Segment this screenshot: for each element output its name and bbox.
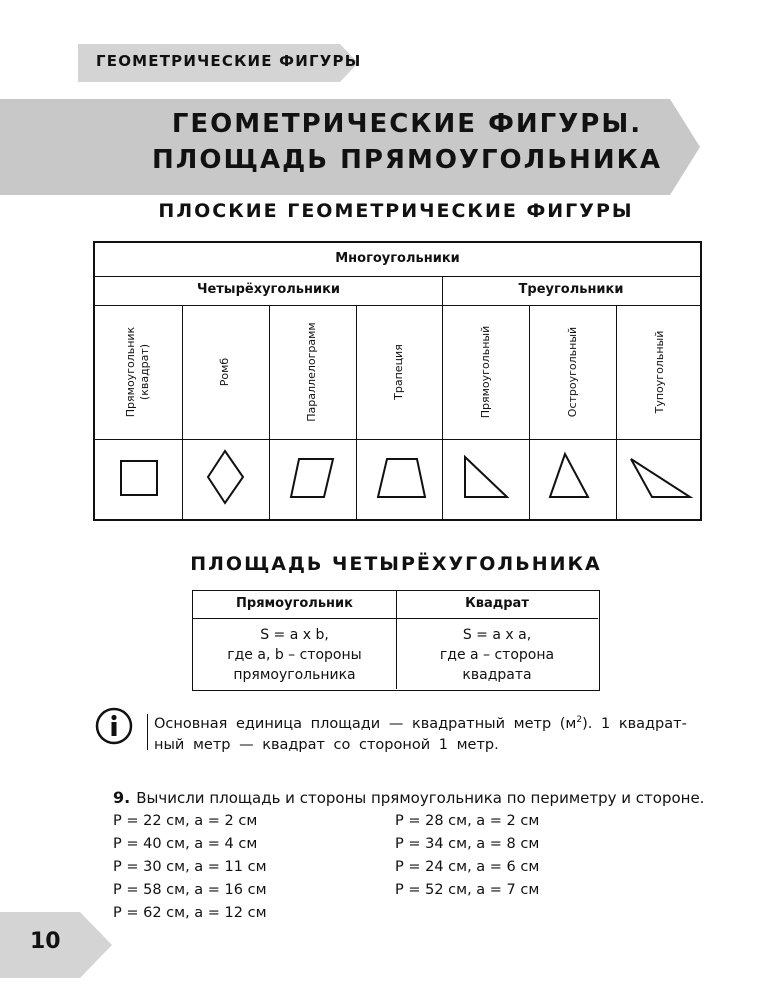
square-note-2: квадрата (462, 667, 532, 683)
exercise-item: P = 40 см, a = 4 см (113, 836, 258, 852)
rhombus-icon (208, 451, 243, 503)
exercise-number: 9. (113, 788, 131, 807)
column-label-trapezoid: Трапеция (392, 344, 405, 400)
rectangle-header: Прямоугольник (236, 596, 353, 611)
square-icon (121, 461, 157, 495)
page-title-line-1: ГЕОМЕТРИЧЕСКИЕ ФИГУРЫ. (171, 109, 643, 139)
info-line-2: ный метр — квадрат со стороной 1 метр. (154, 737, 499, 753)
flat-figures-heading: ПЛОСКИЕ ГЕОМЕТРИЧЕСКИЕ ФИГУРЫ (158, 200, 634, 222)
trapezoid-icon (378, 459, 425, 497)
area-heading: ПЛОЩАДЬ ЧЕТЫРЁХУГОЛЬНИКА (190, 553, 602, 575)
exercise-item: P = 22 см, a = 2 см (113, 813, 258, 829)
exercise-item: P = 62 см, a = 12 см (113, 905, 267, 921)
exercise-item: P = 52 см, a = 7 см (395, 882, 540, 898)
square-header: Квадрат (465, 596, 529, 611)
triangles-header: Треугольники (518, 282, 624, 297)
exercise-item: P = 58 см, a = 16 см (113, 882, 267, 898)
acute-triangle-icon (550, 454, 588, 497)
rectangle-formula: S = a x b, (260, 627, 329, 643)
exercise-heading (113, 788, 704, 807)
square-formula: S = a x a, (462, 627, 532, 643)
column-label-obtuse-triangle: Тупоугольный (653, 330, 666, 414)
exercise-item: P = 24 см, a = 6 см (395, 859, 540, 875)
info-line-1: Основная единица площади — квадратный метр $(м^2)$. 1 квадрат- (154, 715, 687, 732)
exercise-item: P = 30 см, a = 11 см (113, 859, 267, 875)
exercise-text: Вычисли площадь и стороны прямоугольника по периметру и стороне. (136, 789, 705, 807)
column-label-right-triangle: Прямоугольный (479, 325, 492, 419)
exercise-item: P = 28 см, a = 2 см (395, 813, 540, 829)
square-note-1: где a – сторона (439, 647, 555, 663)
column-label-acute-triangle: Остроугольный (566, 326, 579, 418)
page-title-line-2: ПЛОЩАДЬ ПРЯМОУГОЛЬНИКА (152, 145, 662, 175)
section-label: ГЕОМЕТРИЧЕСКИЕ ФИГУРЫ (96, 52, 362, 70)
right-triangle-icon (465, 457, 507, 497)
info-divider (147, 714, 148, 750)
column-label-rhombus: Ромб (218, 357, 231, 387)
page-number: 10 (30, 929, 61, 954)
parallelogram-icon (291, 459, 333, 497)
rectangle-note-2: прямоугольника (233, 667, 356, 683)
quadrilaterals-header: Четырёхугольники (196, 282, 341, 297)
column-label-parallelogram: Параллелограмм (305, 322, 318, 422)
polygons-header: Многоугольники (335, 251, 460, 266)
column-label-rectangle: Прямоугольник (квадрат) (124, 326, 151, 418)
info-icon (95, 707, 133, 745)
figures-table (93, 241, 702, 521)
obtuse-triangle-icon (631, 459, 690, 497)
rectangle-note-1: где a, b – стороны (227, 647, 362, 663)
exercise-item: P = 34 см, a = 8 см (395, 836, 540, 852)
area-formula-table (192, 590, 600, 691)
